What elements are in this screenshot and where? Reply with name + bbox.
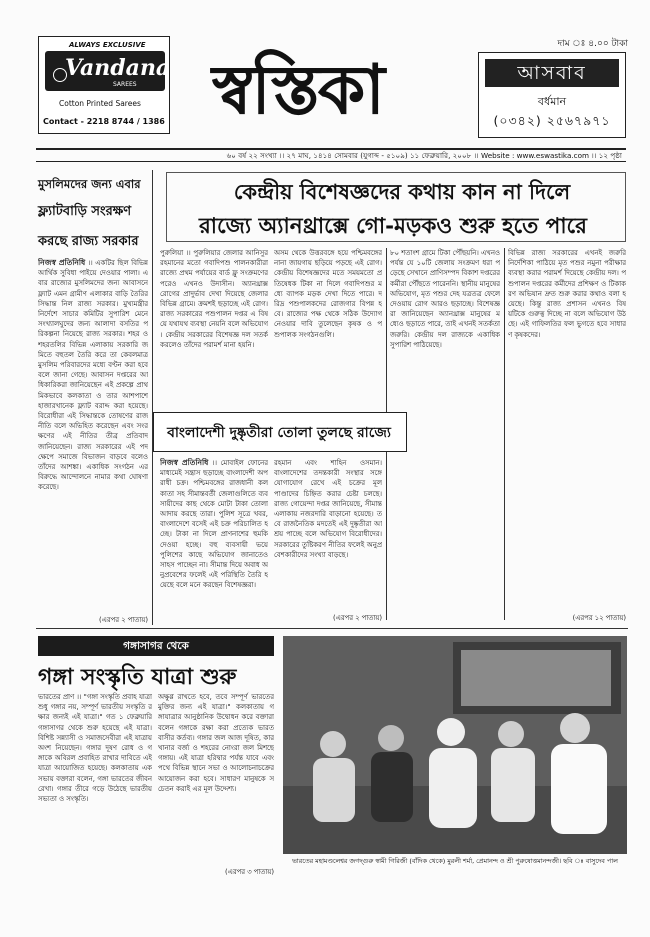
photo-illustration [283,636,627,854]
sub-story-continued: (এরপর ২ পাতায়) [333,614,382,622]
vandana-advertisement [38,36,170,134]
section-divider [36,628,628,629]
left-story-kicker: মুসলিমদের জন্য এবার [38,177,141,191]
price: দাম ঃ ৪.০০ টাকা [557,39,628,49]
bottom-story-col-1: ভারতের প্রাণ ।। "গঙ্গা সংস্কৃতি প্রবাহ যাত্রা শুধু গঙ্গার নয়, সম্পূর্ণ ভারতীয় সংস্কৃতি রক্ষার জন্যই এই যাত্রা।" গত ১ ফেব্রুয়ারি গঙ্গাসাগর থেকে শুরু হয়েছে এই যাত্রা। বিশিষ্ট সন্ন্যাসী ও সমাজসেবীরা এই যাত্রায় অংশ নিয়েছেন। গঙ্গার দূষণ রোধ ও গঙ্গাকে অবিরল প্রবাহিত রাখার দাবিতে এই যাত্রা আয়োজিত হয়েছে। কলকাতায় এক সভায় বক্তারা বলেন, গঙ্গা ভারতের জীবনরেখা। গঙ্গার তীরে গড়ে উঠেছে ভারতীয় সভ্যতা ও সংস্কৃতি। [38,693,152,804]
main-story-col-4: বিভিন্ন রাজ্য সরকারের এখনই জরুরি নির্দেশিকা পাঠিয়ে মৃত পশুর নমুনা পরীক্ষার ব্যবস্থা করার পরামর্শ দিয়েছে কেন্দ্রীয় দল। পশুপালন দপ্তরের কর্মীদের প্রশিক্ষণ ও টিকাকরণ অভিযান দ্রুত শুরু করার কথাও বলা হয়েছে। কিন্তু রাজ্য প্রশাসন এখনও বিষয়টিকে গুরুত্ব দিচ্ছে না বলে অভিযোগ উঠছে। এই গাফিলতির ফল ভুগতে হবে সাধারণ কৃষকদের। [508,249,626,339]
ad-product: Cotton Printed Sarees [59,99,141,108]
ad-right-name: আসবাব [485,59,619,87]
left-story-continued: (এরপর ২ পাতায়) [99,616,148,624]
sub-story-byline: নিজস্ব প্রতিনিধি [160,458,209,467]
ad-contact: Contact - 2218 8744 / 1386 [43,117,165,126]
left-story-body: ।। একটির ছিল বিভিন্ন আর্থিক সুবিধা পাইয়ে দেওয়ার পালা। এবার রাজ্যের মুসলিমদের জন্য আবাসনে ফ্ল্যাট এমন গ্রামীণ এলাকার বাড়ি তৈরির সিদ্ধান্ত নিল রাজ্য সরকার। মুখ্যমন্ত্রীর নির্দেশে সাচার কমিটির সুপারিশ মেনে সংখ্যালঘুদের জন্য আলাদা বসতির পরিকল্পনা নিয়েছে রাজ্য সরকার। শহর ও শহরতলির বিভিন্ন এলাকায় সরকারি জমিতে বহুতল তৈরি করে তা কেবলমাত্র মুসলিম পরিবারদের মধ্যে বণ্টন করা হবে বলে জানা গেছে। আবাসন দপ্তরের আধিকারিকরা জানিয়েছেন এই প্রকল্পে প্রাথমিকভাবে কলকাতা ও তার আশপাশে হাজারখানেক ফ্ল্যাট বরাদ্দ করা হয়েছে। বিরোধীরা এই সিদ্ধান্তকে তোষণের রাজনীতি বলে অভিহিত করেছেন এবং সংরক্ষণের এই নীতির তীব্র প্রতিবাদ জানিয়েছেন। রাজ্য সরকারের এই পদক্ষেপে সমাজে বিভাজন বাড়বে বলেও তাঁদের আশঙ্কা। একাধিক সংগঠন এর বিরুদ্ধে আন্দোলনে নামার কথা ঘোষণা করেছে। [38,259,148,492]
ashbab-advertisement [478,52,626,138]
column-divider [152,170,153,625]
ad-right-city: বর্ধমান [537,95,567,108]
sub-story-col-1 [160,458,268,610]
sub-story-body: ।। মোবাইল ফোনের মাধ্যমেই সন্ত্রাস ছড়াচ্ছে বাংলাদেশী অপরাধী চক্র। পশ্চিমবঙ্গের রাজধানী কলকাতা সহ সীমান্তবর্তী জেলাগুলিতে ব্যবসায়ীদের কাছ থেকে মোটা টাকা তোলা আদায় করছে তারা। পুলিশ সূত্রে খবর, বাংলাদেশে বসেই এই চক্র পরিচালিত হচ্ছে। টাকা না দিলে প্রাণনাশের হুমকি দেওয়া হচ্ছে। বহু ব্যবসায়ী ভয়ে পুলিশের কাছে অভিযোগ জানাতেও সাহস পাচ্ছেন না। সীমান্ত দিয়ে অবাধ অনুপ্রবেশের ফলেই এই পরিস্থিতি তৈরি হয়েছে বলে মনে করছেন বিশেষজ্ঞরা। [160,459,268,590]
ad-brand: Vandana [65,55,171,81]
left-story-headline-1: ফ্ল্যাটবাড়ি সংরক্ষণ [38,204,132,219]
masthead-title: স্বস্তিকা [212,50,384,130]
main-headline-1: কেন্দ্রীয় বিশেষজ্ঞদের কথায় কান না দিলে [233,180,571,204]
main-story-col-2: অসম থেকে উত্তরবঙ্গে হয়ে পশ্চিমবঙ্গের নানা জায়গায় ছড়িয়ে পড়ছে এই রোগ। কেন্দ্রীয় বিশেষজ্ঞদের মতে সময়মতো প্রতিষেধক টিকা না দিলে গবাদিপশুর মধ্যে ব্যাপক মড়ক দেখা দিতে পারে। দরিদ্র পশুপালকদের রোজগার বিপন্ন হবে। রাজ্যের পক্ষ থেকে সঠিক উদ্যোগ নেওয়ার দাবি তুলেছেন কৃষক ও পশুপালক সংগঠনগুলি। [274,249,382,339]
sub-story-headline: বাংলাদেশী দুষ্কৃতীরা তোলা তুলছে রাজ্যে [167,425,391,441]
event-photo [283,636,627,854]
bottom-story-col-2: অক্ষুণ্ণ রাখতে হবে, তবে সম্পূর্ণ ভারতের মুক্তির জন্য এই যাত্রা।" কলকাতায় গঙ্গাযাত্রার আনুষ্ঠানিক উদ্বোধন করে বক্তারা বলেন গঙ্গাকে রক্ষা করা প্রত্যেক ভারতবাসীর কর্তব্য। গঙ্গার জল আজ দূষিত, কারখানার বর্জ্য ও শহরের নোংরা জল মিশছে গঙ্গায়। এই যাত্রা হরিদ্বার পর্যন্ত যাবে এবং পথে বিভিন্ন স্থানে সভা ও আলোচনাচক্রের আয়োজন করা হবে। সাধারণ মানুষকে সচেতন করাই এর মূল উদ্দেশ্য। [158,693,274,793]
left-story-headline-2: করছে রাজ্য সরকার [38,234,139,249]
column-divider [504,248,505,620]
left-story-body-wrap [38,258,148,612]
main-story-col-1: পুরুলিয়া ।। পুরুলিয়ার জেলার আনিসুর রহমানের মতো গবাদিপশু পালনকারীরা রাজ্যে প্রথম পর্যায়ের বার্ড ফ্লু সংক্রমণের পরেও এখনও উদাসীন। অ্যানথ্রাক্স রোগের প্রাদুর্ভাব দেখা দিয়েছে জেলার বিভিন্ন গ্রামে। ক্রমশই ছড়াচ্ছে এই রোগ। রাজ্য সরকারের পশুপালন দপ্তর এ বিষয়ে যথাযথ ব্যবস্থা নেয়নি বলে অভিযোগ। কেন্দ্রীয় সরকারের বিশেষজ্ঞ দল সতর্ক করলেও তাঁদের পরামর্শ মানা হয়নি। [160,249,268,349]
main-story-col-3: ৮০ শতাংশ গ্রামে টিকা পৌঁছয়নি। এখনও পর্যন্ত যে ১০টি জেলায় সংক্রমণ ধরা পড়েছে সেখানে প্রাণিসম্পদ বিকাশ দপ্তরের কর্মীরা পৌঁছতে পারেননি। স্থানীয় মানুষের অভিযোগ, মৃত পশুর দেহ যত্রতত্র ফেলে দেওয়ায় রোগ আরও ছড়াচ্ছে। বিশেষজ্ঞরা জানিয়েছেন অ্যানথ্রাক্স মানুষের মধ্যেও ছড়াতে পারে, তাই এখনই সতর্কতা জরুরি। কেন্দ্রীয় দল রাজ্যকে একাধিক সুপারিশ পাঠিয়েছে। [390,249,500,349]
bottom-story-continued: (এরপর ৩ পাতায়) [225,868,274,876]
sub-story-col-2: রহমান এবং শাহিন ওসমান। বাংলাদেশের তদন্তকারী সংস্থার সঙ্গে যোগাযোগ রেখে এই চক্রের মূল পাণ্ডাদের চিহ্নিত করার চেষ্টা চলছে। রাজ্য গোয়েন্দা দপ্তর জানিয়েছে, সীমান্ত এলাকায় নজরদারি বাড়ানো হয়েছে। তবে রাজনৈতিক মদতেই এই দুষ্কৃতীরা আশ্রয় পাচ্ছে বলে অভিযোগ বিরোধীদের। সরকারের তুষ্টিকরণ নীতির ফলেই অনুপ্রবেশকারীদের সংখ্যা বাড়ছে। [274,459,382,559]
ad-right-phone: (০৩৪২) ২৫৬৭৯৭১ [493,113,611,128]
main-headline-2: রাজ্যে অ্যানথ্রাক্সে গো-মড়কও শুরু হতে পারে [198,214,588,239]
photo-caption: ভারতের মহামণ্ডলেশ্বর জগদ্গুরু স্বামী গিরিজী (বাঁদিক থেকে) মুরলী শর্মা, প্রেমানন্দ ও শ্রী পুরুষোত্তমানন্দজী। ছবি ঃ বাসুদেব পাল [292,857,618,865]
bottom-story-banner: গঙ্গাসাগর থেকে [38,636,274,656]
bottom-story-headline: গঙ্গা সংস্কৃতি যাত্রা শুরু [38,665,237,690]
dateline: ৬০ বর্ষ ২২ সংখ্যা ।। ২৭ মাঘ, ১৪১৪ সোমবার (যুগাব্দ - ৫১০৯) ১১ ফেব্রুয়ারি, ২০০৮ ।। Website : www.eswastika.com ।। ১২ পৃষ্ঠা [36,148,626,162]
masthead [212,40,462,140]
left-story-byline: নিজস্ব প্রতিনিধি [38,258,86,267]
ad-brand-sub: SAREES [113,81,137,88]
main-story-continued: (এরপর ১২ পাতায়) [572,614,626,622]
sub-story-headline-box [153,412,407,452]
ad-tagline: ALWAYS EXCLUSIVE [69,41,146,49]
